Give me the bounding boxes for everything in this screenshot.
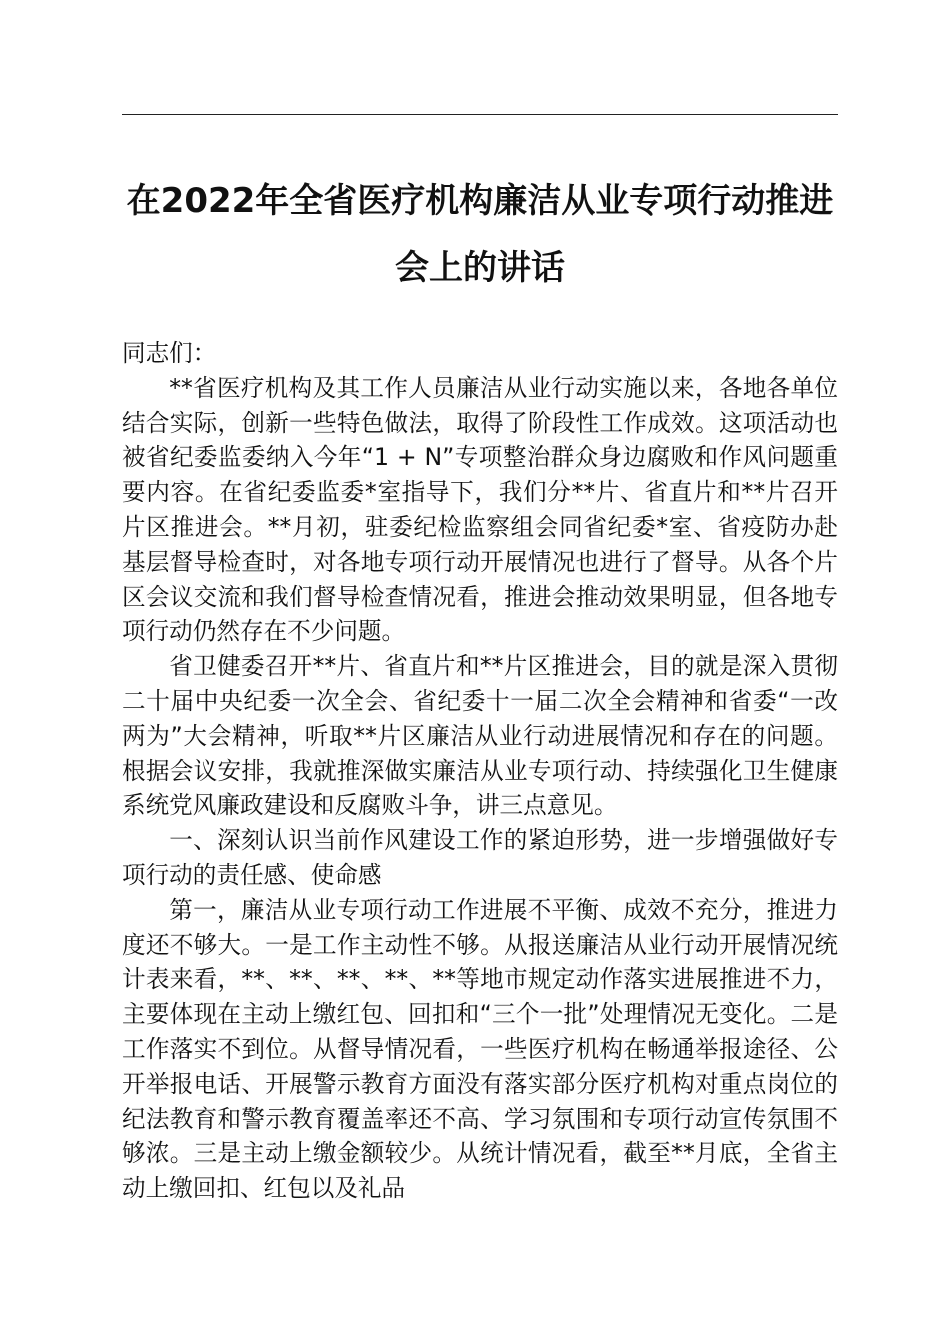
paragraph: 省卫健委召开**片、省直片和**片区推进会，目的就是深入贯彻二十届中央纪委一次全会、省纪委十一届二次全会精神和省委“一改两为”大会精神，听取**片区廉洁从业行动进展情况和存在的问题。根据会议安排，我就推深做实廉洁从业专项行动、持续强化卫生健康系统党风廉政建设和反腐败斗争，讲三点意见。 bbox=[122, 652, 838, 820]
salutation: 同志们： bbox=[122, 339, 217, 367]
document-title: 在2022年全省医疗机构廉洁从业专项行动推进会上的讲话 bbox=[126, 181, 834, 288]
paragraph: **省医疗机构及其工作人员廉洁从业行动实施以来，各地各单位结合实际，创新一些特色做法，取得了阶段性工作成效。这项活动也被省纪委监委纳入今年“1 + N”专项整治群众身边腐败和作风问题重要内容。在省纪委监委*室指导下，我们分**片、省直片和**片召开片区推进会。**月初，驻委纪检监察组会同省纪委*室、省疫防办赴基层督导检查时，对各地专项行动开展情况也进行了督导。从各个片区会议交流和我们督导检查情况看，推进会推动效果明显，但各地专项行动仍然存在不少问题。 bbox=[122, 373, 838, 646]
paragraph: 第一，廉洁从业专项行动工作进展不平衡、成效不充分，推进力度还不够大。一是工作主动性不够。从报送廉洁从业行动开展情况统计表来看，**、**、**、**、**等地市规定动作落实进展推进不力，主要体现在主动上缴红包、回扣和“三个一批”处理情况无变化。二是工作落实不到位。从督导情况看，一些医疗机构在畅通举报途径、公开举报电话、开展警示教育方面没有落实部分医疗机构对重点岗位的纪法教育和警示教育覆盖率还不高、学习氛围和专项行动宣传氛围不够浓。三是主动上缴金额较少。从统计情况看，截至**月底，全省主动上缴回扣、红包以及礼品 bbox=[122, 895, 838, 1203]
header-rule bbox=[122, 114, 838, 115]
section-heading: 一、深刻认识当前作风建设工作的紧迫形势，进一步增强做好专项行动的责任感、使命感 bbox=[122, 826, 838, 889]
document-body bbox=[122, 336, 838, 1206]
